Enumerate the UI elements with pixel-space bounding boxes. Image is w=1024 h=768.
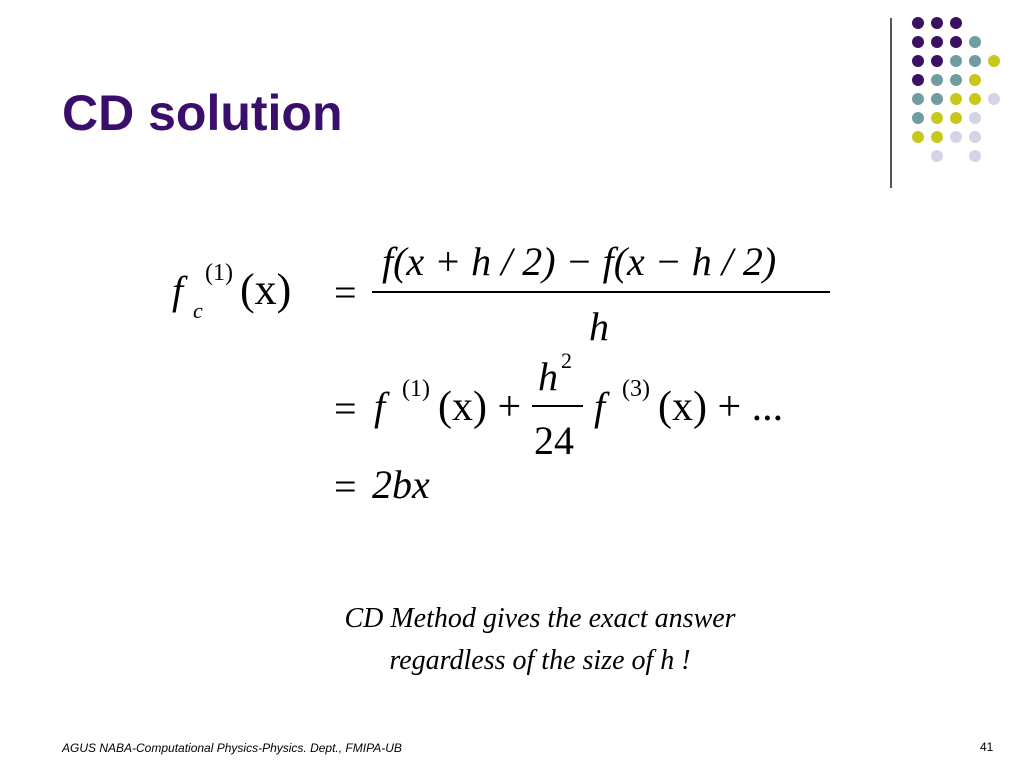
slide-footer: AGUS NABA-Computational Physics-Physics. Dept., FMIPA-UB — [62, 741, 402, 755]
eq-line3-result: 2bx — [372, 462, 430, 507]
eq-lhs-argument: (x) — [240, 265, 292, 314]
eq-line2-argument-2: (x) + ... — [658, 384, 784, 430]
eq-lhs-subscript: c — [193, 298, 203, 323]
eq-line2-f2: f — [594, 384, 606, 429]
method-note-line-1: CD Method gives the exact answer — [344, 603, 736, 634]
eq-lhs-superscript: (1) — [205, 260, 233, 286]
page-number: 41 — [980, 740, 994, 754]
eq-line2-argument-1: (x) + — [438, 384, 522, 430]
eq-equals-2: = — [334, 386, 357, 431]
method-note — [270, 598, 810, 682]
slide-title: CD solution — [62, 85, 343, 141]
eq-fraction-2-numerator: h — [538, 354, 558, 399]
eq-line2-superscript-1: (1) — [402, 376, 430, 402]
eq-equals-3: = — [334, 464, 357, 509]
eq-fraction-2-numerator-exponent: 2 — [561, 348, 572, 373]
eq-equals-1: = — [334, 270, 357, 315]
eq-fraction-1-numerator: f(x + h / 2) − f(x − h / 2) — [382, 239, 777, 284]
eq-lhs-f: f — [172, 268, 184, 313]
eq-line2-superscript-2: (3) — [622, 376, 650, 402]
eq-line2-f1: f — [374, 384, 386, 429]
method-note-line-2: regardless of the size of h ! — [389, 645, 691, 676]
eq-fraction-1-denominator: h — [589, 304, 609, 349]
eq-fraction-2-denominator: 24 — [534, 418, 574, 463]
